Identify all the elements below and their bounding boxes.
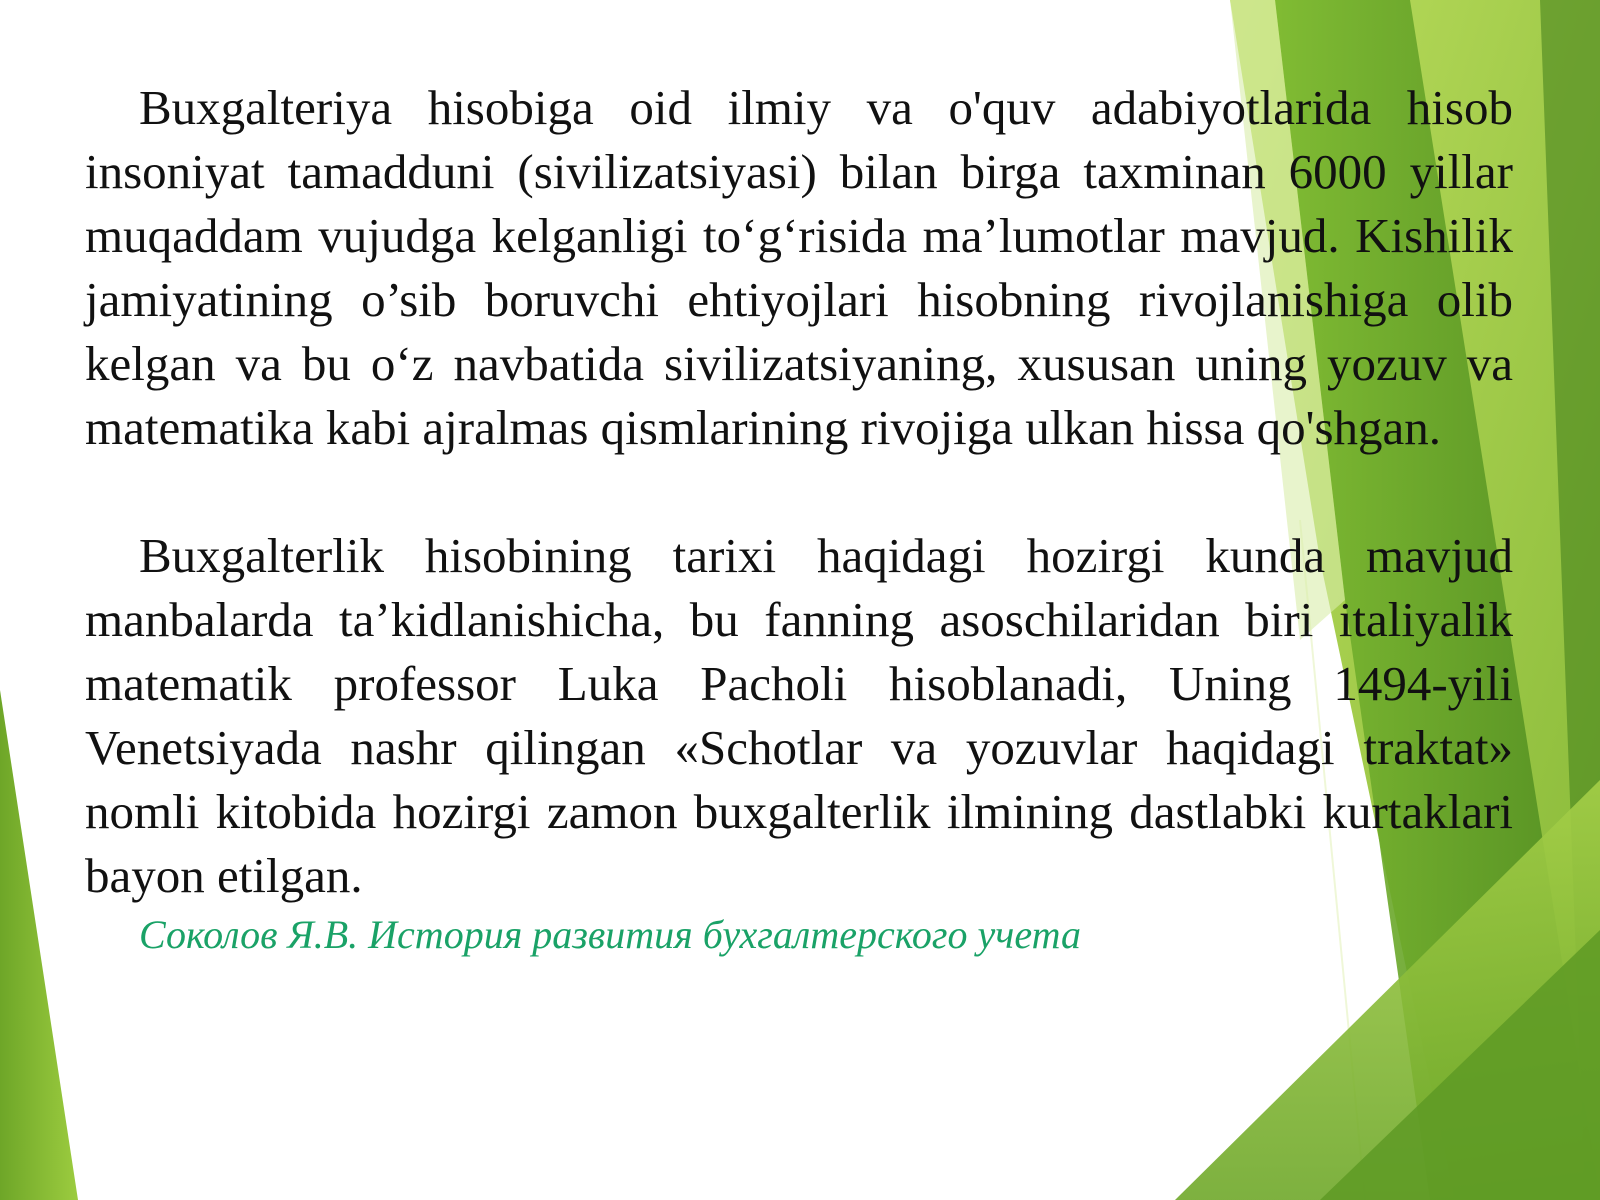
slide-body [85, 76, 1513, 960]
paragraph-luca-pacioli: Buxgalterlik hisobining tarixi haqidagi hozirgi kunda mavjud manbalarda ta’kidlanishicha, bu fanning asoschilaridan biri italiyalik matematik professor Luka Pacholi hisoblanadi, Uning 1494-yili Venetsiyada nashr qilingan «Schotlar va yozuvlar haqidagi traktat» nomli kitobida hozirgi zamon buxgalterlik ilmining dastlabki kurtaklari bayon etilgan. [85, 528, 1513, 903]
paragraph-history-origins: Buxgalteriya hisobiga oid ilmiy va o'quv adabiyotlarida hisob insoniyat tamadduni (sivilizatsiyasi) bilan birga taxminan 6000 yillar muqaddam vujudga kelganligi to‘g‘risida ma’lumotlar mavjud. Kishilik jamiyatining o’sib boruvchi ehtiyojlari hisobning rivojlanishiga olib kelgan va bu o‘z navbatida sivilizatsiyaning, xususan uning yozuv va matematika kabi ajralmas qismlarining rivojiga ulkan hissa qo'shgan. [85, 80, 1513, 455]
source-citation: Соколов Я.В. История развития бухгалтерского учета [139, 912, 1081, 957]
left-sliver-shape [0, 690, 78, 1200]
